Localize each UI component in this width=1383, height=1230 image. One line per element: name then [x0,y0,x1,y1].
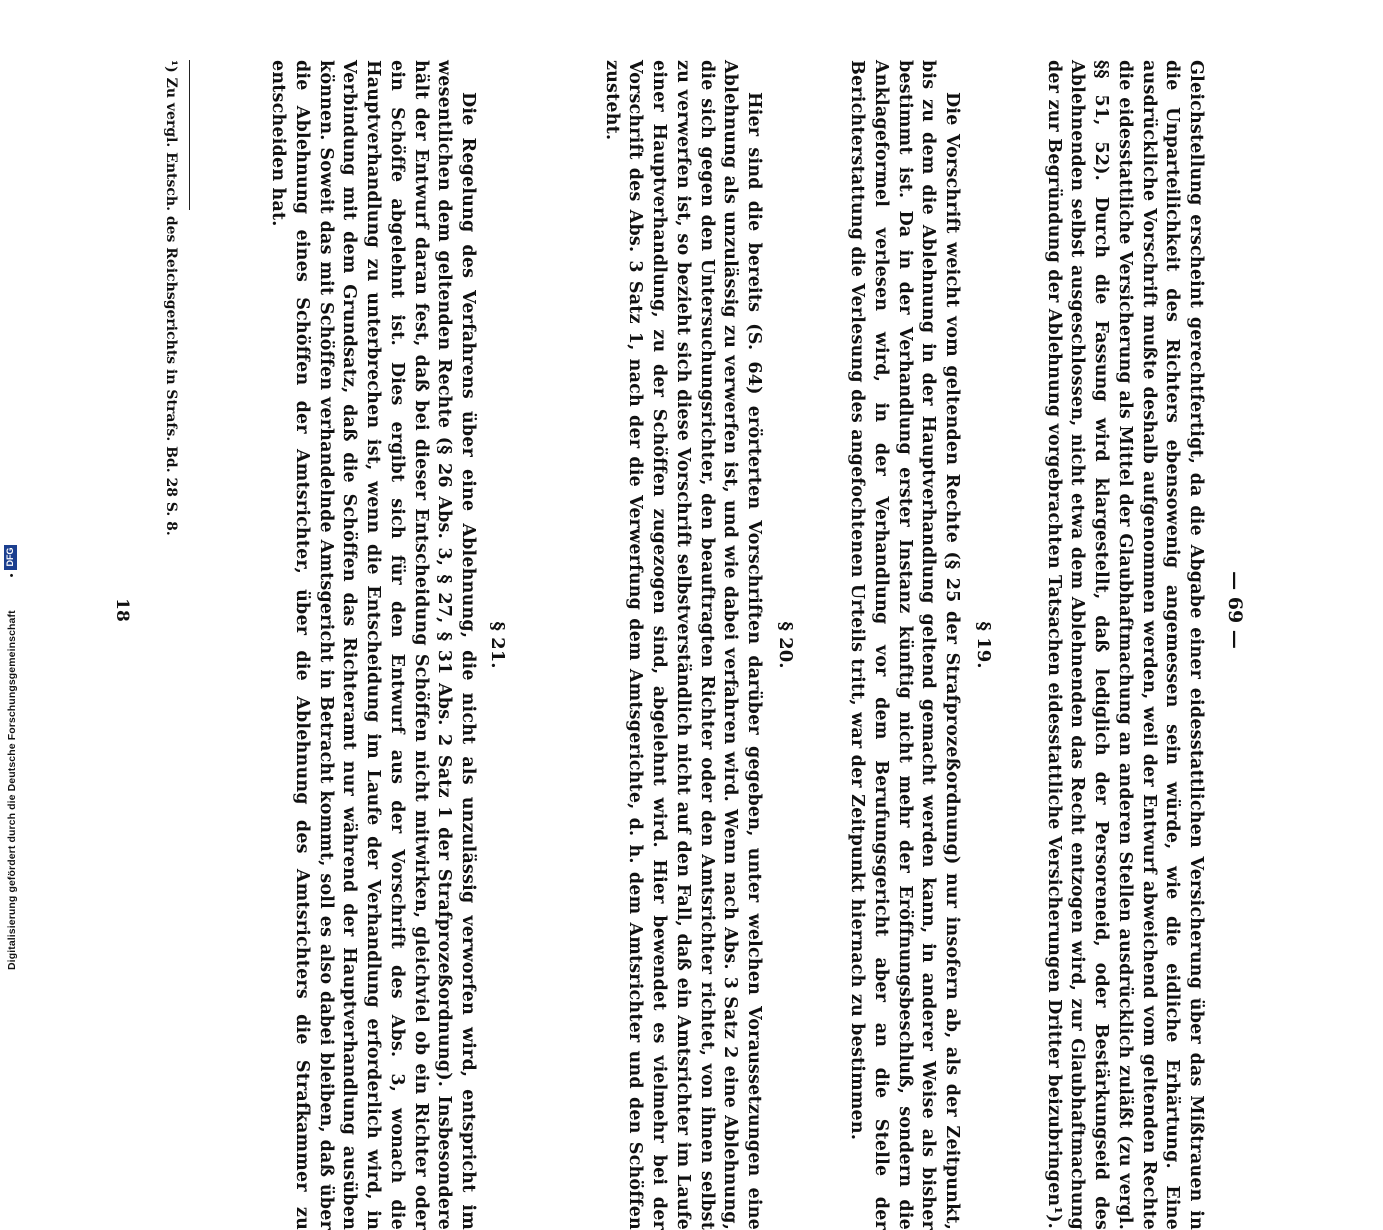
dfg-logo-icon: DFG [4,545,17,570]
dfg-credit [0,0,16,1000]
page-number: 18 [112,598,132,622]
credit-text: Digitalisierung gefördert durch die Deutsche Forschungsgemeinschaft [6,610,18,970]
section-20-text: Hier sind die bereits (S. 64) erörterten Vorschriften darüber gegeben, unter welchen Voraussetzungen eine Ablehnung als unzulässig zu verwerfen ist, und wie dabei verfahren wird. Wenn nach Abs. 3 Satz 2 eine Ablehnung, die sich gegen den Untersuchungsrichter, den beauftragten Richter oder den Amtsrichter richtet, von ihnen selbst zu verwerfen ist, so bezieht sich diese Vorschrift selbstverständlich nicht auf den Fall, daß ein Amtsrichter im Laufe einer Hauptverhandlung, zu der Schöffen zugezogen sind, abgelehnt wird. Hier bewendet es vielmehr bei der Vorschrift des Abs. 3 Satz 1, nach der die Verwerfung dem Amtsgerichte, d. h. dem Amtsrichter und den Schöffen zusteht. [601,60,764,1230]
section-20-heading: § 20. [775,621,796,669]
section-21-body [266,60,479,1230]
running-header: — 69 — [1224,571,1246,649]
section-21-heading: § 21. [487,621,508,669]
section-20-body [599,60,765,1230]
rotated-page [112,60,1246,1230]
intro-text: Gleichstellung erscheint gerechtfertigt, da die Abgabe einer eidesstattlichen Versicherung über das Mißtrauen in die Unparteilichkeit des Richters ebensowenig angemessen sein würde, wie die eidliche Erhärtung. Eine ausdrückliche Vorschrift mußte deshalb aufgenommen werden, weil der Entwurf abweichend vom geltenden Rechte die eidesstattliche Versicherung als Mittel der Glaubhaftmachung an anderen Stellen ausdrücklich zuläßt (zu vergl. §§ 51, 52). Durch die Fassung wird klargestellt, daß lediglich der Persoreneid, oder Bestärkungseid des Ablehnenden selbst ausgeschlossen, nicht etwa dem Ablehnenden das Recht entzogen wird, zur Glaubhaftmachung der zur Begründung der Ablehnung vorgebrachten Tatsachen eidesstattliche Versicherungen Dritter beizubringen¹). [1043,60,1206,1230]
section-19-heading: § 19. [973,621,994,669]
footnote: ¹) Zu vergl. Entsch. des Reichsgerichts in Strafs. Bd. 28 S. 8. [163,60,179,536]
intro-paragraph [1041,60,1207,1230]
footnote-rule [189,60,190,210]
section-19-body [844,60,963,1230]
section-19-text: Die Vorschrift weicht vom geltenden Rechte (§ 25 der Strafprozeßordnung) nur insofern ab, als der Zeitpunkt, bis zu dem die Ablehnung in der Hauptverhandlung geltend gemacht werden kann, in anderer Weise als bisher bestimmt ist. Da in der Verhandlung erster Instanz künftig nicht mehr der Eröffnungsbeschluß, sondern die Anklageformel verlesen wird, in der Verhandlung vor dem Berufungsgericht aber an die Stelle der Berichterstattung die Verlesung des angefochtenen Urteils tritt, war der Zeitpunkt hiernach zu bestimmen. [847,60,962,1230]
credit-separator: • [6,573,18,581]
section-21-text: Die Regelung des Verfahrens über eine Ablehnung, die nicht als unzulässig verworfen wird, entspricht im wesentlichen dem geltenden Rechte (§ 26 Abs. 3, § 27, § 31 Abs. 2 Satz 1 der Strafprozeßordnung). Insbesondere hält der Entwurf daran fest, daß bei dieser Entscheidung Schöffen nicht mitwirken, gleichviel ob ein Richter oder ein Schöffe abgelehnt ist. Dies ergibt sich für den Entwurf aus der Vorschrift des Abs. 3, wonach die Hauptverhandlung zu unterbrechen ist, wenn die Entscheidung im Laufe der Verhandlung erforderlich wird, in Verbindung mit dem Grundsatz, daß die Schöffen das Richteramt nur während der Hauptverhandlung ausüben können. Soweit das mit Schöffen verhandelnde Amtsgericht in Betracht kommt, soll es also dabei bleiben, daß über die Ablehnung eines Schöffen der Amtsrichter, über die Ablehnung des Amtsrichters die Strafkammer zu entscheiden hat. [268,60,478,1230]
